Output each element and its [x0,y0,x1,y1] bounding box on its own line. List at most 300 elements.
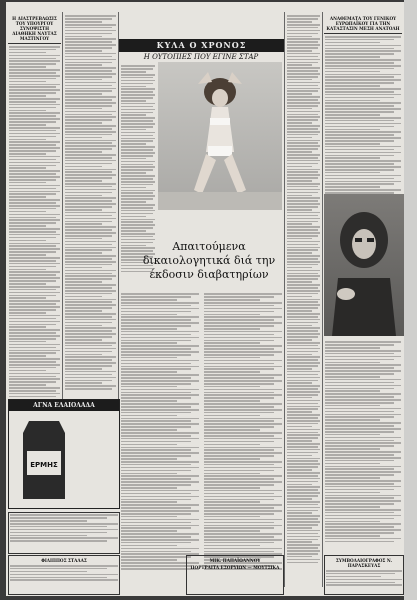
text-line [287,111,320,113]
text-line [287,495,318,497]
text-line [287,426,312,428]
text-line [9,115,56,117]
text-line [287,30,320,32]
text-line [204,493,274,495]
text-line [325,169,394,171]
text-line [325,152,401,154]
bikini-photo [158,62,282,210]
text-line [287,385,320,387]
text-line [65,371,116,373]
text-line [9,243,60,245]
text-line [287,221,318,223]
text-line [65,336,112,338]
text-line [287,244,318,246]
text-line [121,340,191,342]
text-line [325,172,380,174]
text-line [287,400,320,402]
text-line [287,99,318,101]
text-line [287,333,320,335]
text-line [204,522,274,524]
text-line [121,135,153,137]
text-line [121,403,199,405]
text-line [121,351,199,353]
text-line [9,350,60,352]
text-line [287,460,318,462]
text-line [9,341,46,343]
text-line [287,345,318,347]
text-line [9,344,60,346]
text-line [287,238,312,240]
text-line [121,415,177,417]
text-line [121,499,191,501]
text-line [121,348,191,350]
text-line [65,270,116,272]
text-line [65,301,112,303]
text-line [121,316,199,318]
text-line [287,79,312,81]
text-line [287,189,320,191]
text-line [325,341,401,343]
text-line [287,255,320,257]
text-line [121,100,146,102]
footer-center: ΜΙΚ. ΠΑΠΑΪΩΑΝΝΟΥ [209,558,261,563]
text-line [121,227,153,229]
text-line [121,371,177,373]
text-line [287,148,318,150]
text-line [121,449,191,451]
text-line [10,517,107,519]
text-line [65,18,112,20]
text-line [325,437,401,439]
woman-figure-icon [158,62,282,210]
text-line [204,501,260,503]
text-line [65,258,112,260]
text-line [65,368,102,370]
text-line [287,128,318,130]
text-line [287,142,318,144]
text-line [121,394,199,396]
text-line [65,316,112,318]
text-line [204,363,274,365]
text-line [287,394,318,396]
text-line [65,166,102,168]
text-line [325,541,394,543]
text-line [287,171,318,173]
text-line [287,122,312,124]
text-line [121,65,155,67]
text-line [287,498,312,500]
text-line [9,231,56,233]
text-line [121,490,199,492]
text-line [121,420,191,422]
text-line [65,275,116,277]
text-line [121,187,146,189]
text-line [287,504,318,506]
text-line [204,357,260,359]
text-line [9,283,46,285]
text-line [65,247,116,249]
text-line [204,533,282,535]
text-line [287,177,318,179]
text-line [65,333,116,335]
text-line [65,24,116,26]
text-line [121,513,191,515]
text-line [287,411,312,413]
text-line [121,192,153,194]
text-line [65,88,116,90]
text-line [121,354,191,356]
text-line [121,195,155,197]
text-line [9,104,60,106]
text-line [325,48,394,50]
text-line [9,347,56,349]
text-line [9,52,46,54]
text-line [287,105,318,107]
text-line [121,377,191,379]
text-line [204,426,274,428]
text-line [325,526,394,528]
text-line [65,327,116,329]
text-line [287,403,318,405]
text-line [65,53,116,55]
text-line [287,397,312,399]
right-column [286,14,321,565]
text-line [204,406,274,408]
text-line [204,510,282,512]
right-bottom-column [324,340,402,544]
text-line [9,167,46,169]
text-line [121,423,199,425]
text-line [326,570,402,572]
text-line [121,233,155,235]
text-line [287,232,320,234]
text-line [121,400,177,402]
text-line [121,83,153,85]
text-line [325,370,401,372]
text-line [325,535,380,537]
text-line [287,423,318,425]
text-line [65,105,112,107]
text-line [204,322,282,324]
text-line [204,299,260,301]
text-line [204,461,282,463]
text-line [10,529,118,531]
text-line [121,539,199,541]
text-line [65,90,112,92]
text-line [65,319,116,321]
text-line [287,484,312,486]
text-line [9,144,56,146]
text-line [65,114,112,116]
text-line [325,376,380,378]
text-line [325,189,401,191]
text-line [204,340,274,342]
text-line [121,478,191,480]
text-line [287,64,312,66]
text-line [9,274,56,276]
text-line [65,119,112,121]
text-line [121,305,191,307]
text-line [9,260,56,262]
text-line [65,209,102,211]
text-line [121,328,177,330]
text-line [287,174,320,176]
text-line [9,280,56,282]
text-line [204,360,282,362]
text-line [121,551,191,553]
text-line [121,374,199,376]
text-line [9,271,60,273]
text-line [287,209,312,211]
text-line [287,264,318,266]
text-line [121,80,155,82]
text-line [9,266,56,268]
text-line [10,565,118,567]
text-line [325,512,394,514]
text-line [121,129,146,131]
text-line [287,348,320,350]
text-line [204,449,274,451]
newspaper-page [6,2,404,596]
text-line [65,293,112,295]
text-line [121,363,191,365]
text-line [10,526,107,528]
text-line [287,249,318,251]
text-line [121,166,155,168]
text-line [65,27,112,29]
page-header [6,2,404,12]
text-line [121,556,191,558]
text-line [287,310,312,312]
text-line [325,85,380,87]
text-line [325,53,394,55]
text-line [287,414,320,416]
text-line [121,224,155,226]
text-line [65,145,116,147]
text-line [121,155,153,157]
text-line [65,359,112,361]
photo-headline: Η ΟΥΤΟΠΙΕΣ ΠΟΥ ΕΓΙΝΕ ΣΤΑΡ [143,53,259,61]
text-line [287,365,318,367]
text-line [121,178,153,180]
text-line [9,46,60,48]
text-line [325,79,401,81]
text-line [9,326,46,328]
text-line [65,41,112,43]
text-line [121,548,199,550]
text-line [121,386,177,388]
text-line [287,290,320,292]
text-line [9,378,60,380]
text-line [9,162,60,164]
text-line [204,530,260,532]
text-line [65,238,102,240]
text-line [10,520,87,522]
text-line [9,321,60,323]
text-line [121,164,153,166]
text-line [121,103,155,105]
text-line [287,380,318,382]
text-line [204,316,282,318]
text-line [9,75,60,77]
text-line [9,185,60,187]
text-line [287,27,318,29]
text-line [325,468,394,470]
text-line [9,63,56,65]
text-line [9,196,46,198]
text-line [9,254,46,256]
text-line [9,303,56,305]
center-text-column [120,292,200,571]
text-line [9,286,60,288]
text-line [204,342,260,344]
text-line [287,472,320,474]
text-line [287,443,320,445]
text-line [287,486,320,488]
text-line [287,501,320,503]
text-line [9,289,56,291]
text-line [325,440,394,442]
text-line [287,267,312,269]
text-line [325,457,401,459]
column-rule [322,12,323,587]
text-line [325,460,394,462]
ad-title: ΑΓΝΑ ΕΛΑΙΟΛΑΔΑ [9,400,119,411]
text-line [204,325,274,327]
text-line [325,408,401,410]
text-line [65,229,112,231]
text-line [204,490,282,492]
text-line [10,514,118,516]
text-line [204,470,274,472]
text-line [65,96,116,98]
oil-can-icon [9,411,117,506]
text-line [65,200,112,202]
text-line [325,114,380,116]
text-line [287,420,320,422]
text-line [9,248,60,250]
text-line [325,503,394,505]
text-line [287,108,312,110]
text-line [121,314,177,316]
text-line [9,225,46,227]
text-line [287,544,320,546]
text-line [287,374,318,376]
text-line [287,362,320,364]
text-line [65,56,112,58]
text-line [287,342,320,344]
text-line [325,94,401,96]
text-line [287,524,318,526]
text-line [121,357,177,359]
text-line [65,235,112,237]
text-line [325,155,394,157]
text-line [65,108,102,110]
text-line [204,539,282,541]
text-line [287,62,318,64]
text-line [287,197,320,199]
text-line [204,475,282,477]
text-line [325,39,394,41]
text-line [121,444,177,446]
kyla-o-xronos-banner: ΚΥΛΑ Ο ΧΡΟΝΟΣ [119,39,284,52]
text-line [204,536,274,538]
text-line [121,461,199,463]
text-line [9,191,60,193]
text-line [121,77,153,79]
text-line [9,376,56,378]
text-line [121,120,153,122]
text-line [121,380,199,382]
text-line [287,261,320,263]
text-line [204,400,260,402]
text-line [9,306,60,308]
text-line [121,389,199,391]
text-line [325,186,380,188]
portrait-photo [324,194,404,336]
text-line [287,195,312,197]
text-line [204,496,282,498]
text-line [121,484,191,486]
text-line [10,523,118,525]
text-line [121,458,177,460]
text-line [9,370,46,372]
text-line [121,510,199,512]
text-line [121,172,146,174]
text-line [287,44,320,46]
text-line [287,368,312,370]
text-line [287,140,320,142]
text-line [204,366,282,368]
text-line [9,179,56,181]
text-line [65,261,116,263]
text-line [9,136,56,138]
text-line [65,73,116,75]
text-line [9,381,56,383]
text-line [325,500,401,502]
text-line [65,362,116,364]
text-line [325,521,380,523]
text-line [204,432,282,434]
text-line [287,356,320,358]
text-line [204,423,282,425]
text-line [9,86,56,88]
text-line [204,452,282,454]
text-line [287,313,320,315]
text-line [121,455,191,457]
text-line [65,64,102,66]
text-line [65,15,116,17]
text-line [9,393,60,395]
text-line [204,296,274,298]
text-line [65,273,112,275]
text-line [121,88,155,90]
text-line [325,434,380,436]
text-line [9,49,56,51]
text-line [204,458,260,460]
text-line [65,186,112,188]
text-line [287,550,320,552]
text-line [287,116,320,118]
text-line [65,307,112,309]
text-line [287,437,318,439]
text-line [121,368,191,370]
text-line [287,119,318,121]
text-line [287,218,320,220]
text-line [121,293,199,295]
text-line [9,309,56,311]
text-line [325,143,380,145]
